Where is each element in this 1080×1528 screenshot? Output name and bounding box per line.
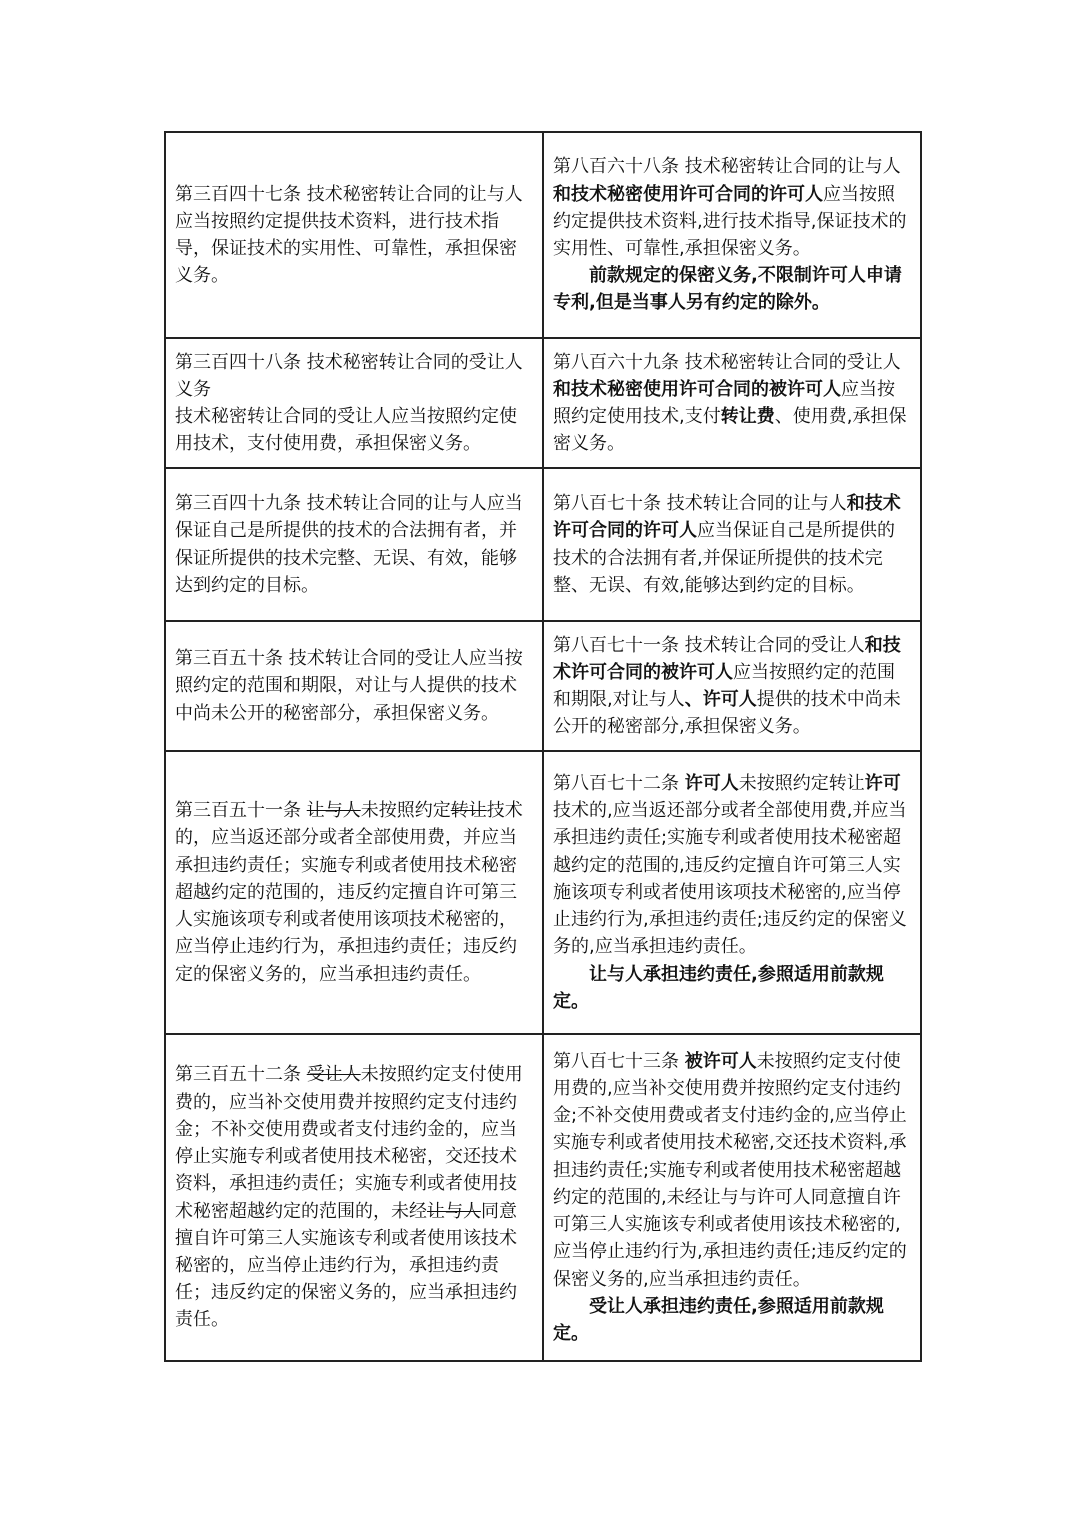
- deleted-text: 转让: [450, 800, 487, 822]
- article-paragraph: [175, 1061, 533, 1333]
- added-text: 受让人承担违约责任,参照适用前款规定。: [553, 1295, 884, 1344]
- comparison-row: [165, 338, 921, 468]
- article-paragraph: [553, 262, 911, 316]
- article-text: 同意擅自许可第三人实施该专利或者使用该技术秘密的，应当停止违约行为，承担违约责任；违反约定的保密义务的，应当承担违约责任。: [175, 1200, 517, 1331]
- comparison-row: [165, 132, 921, 338]
- article-text: 第三百四十八条 技术秘密转让合同的受让人义务: [175, 351, 523, 400]
- article-text: 第三百五十条 技术转让合同的受让人应当按照约定的范围和期限，对让与人提供的技术中尚未公开的秘密部分，承担保密义务。: [175, 648, 523, 724]
- article-text: 第八百七十二条: [553, 773, 685, 795]
- article-paragraph: [175, 645, 533, 727]
- added-text: 被许可人: [684, 1050, 757, 1072]
- comparison-row: [165, 1034, 921, 1361]
- added-text: 许可: [864, 773, 901, 795]
- new-article-cell: [543, 338, 921, 468]
- article-text: 第三百四十九条 技术转让合同的让与人应当保证自己是所提供的技术的合法拥有者，并保证所提供的技术完整、无误、有效，能够达到约定的目标。: [175, 493, 523, 596]
- new-article-cell: [543, 468, 921, 621]
- article-text: 第八百六十八条 技术秘密转让合同的让与人: [553, 156, 901, 178]
- article-text: 第三百五十一条: [175, 800, 307, 822]
- comparison-table-body: [165, 132, 921, 1361]
- added-text: 和技术许可合同的许可人: [553, 493, 901, 542]
- comparison-row: [165, 621, 921, 751]
- article-paragraph: [553, 349, 911, 458]
- article-paragraph: [175, 797, 533, 987]
- added-text: 和技术许可合同的被许可人: [553, 634, 901, 683]
- old-article-cell: [165, 468, 543, 621]
- added-text: 许可人: [684, 773, 739, 795]
- article-text: 技术的,应当返还部分或者全部使用费,并应当承担违约责任;实施专利或者使用技术秘密超越约定的范围的,违反约定擅自许可第三人实施该项专利或者使用该项技术秘密的,应当停止违约行为,承担违约责任;违反约定的保密义务的,应当承担违约责任。: [553, 800, 907, 958]
- article-text: 未按照约定支付使用费的，应当补交使用费并按照约定支付违约金；不补交使用费或者支付违约金的，应当停止实施专利或者使用技术秘密，交还技术资料，承担违约责任；实施专利或者使用技术秘密超越约定的范围的，未经: [175, 1064, 523, 1222]
- added-text: 和技术秘密使用许可合同的许可人: [553, 183, 823, 205]
- article-paragraph: [175, 349, 533, 403]
- new-article-cell: [543, 1034, 921, 1361]
- article-paragraph: [553, 770, 911, 960]
- article-paragraph: [553, 961, 911, 1015]
- article-paragraph: [553, 1293, 911, 1347]
- new-article-cell: [543, 621, 921, 751]
- old-article-cell: [165, 132, 543, 338]
- new-article-cell: [543, 132, 921, 338]
- article-text: 第八百七十一条 技术转让合同的受让人: [553, 634, 865, 656]
- article-text: 应当按照约定使用技术,支付: [553, 378, 895, 427]
- old-article-cell: [165, 751, 543, 1034]
- added-text: 和技术秘密使用许可合同的被许可人: [553, 378, 841, 400]
- article-text: 第八百七十三条: [553, 1050, 685, 1072]
- old-article-cell: [165, 621, 543, 751]
- article-paragraph: [553, 153, 911, 262]
- comparison-row: [165, 468, 921, 621]
- article-text: 第八百七十条 技术转让合同的让与人: [553, 493, 847, 515]
- new-article-cell: [543, 751, 921, 1034]
- law-comparison-table: [164, 131, 922, 1362]
- article-paragraph: [175, 403, 533, 457]
- deleted-text: 让与人: [306, 800, 361, 822]
- old-article-cell: [165, 338, 543, 468]
- article-text: 未按照约定转让: [738, 773, 865, 795]
- added-text: 、许可人: [684, 689, 757, 710]
- article-text: 未按照约定支付使用费的,应当补交使用费并按照约定支付违约金;不补交使用费或者支付违约金的,应当停止实施专利或者使用技术秘密,交还技术资料,承担违约责任;实施专利或者使用技术秘密超越约定的范围的,未经让与与许可人同意擅自许可第三人实施该专利或者使用该技术秘密的,应当停止违约行为,承担违约责任;违反约定的保密义务的,应当承担违约责任。: [553, 1050, 907, 1290]
- article-text: 提供的技术中尚未公开的秘密部分,承担保密义务。: [553, 689, 901, 738]
- deleted-text: 受让人: [306, 1064, 361, 1086]
- article-text: 应当按照约定提供技术资料,进行技术指导,保证技术的实用性、可靠性,承担保密义务。: [553, 183, 907, 259]
- article-text: 应当保证自己是所提供的技术的合法拥有者,并保证所提供的技术完整、无误、有效,能够达到约定的目标。: [553, 520, 895, 596]
- article-text: 、使用费,承担保密义务。: [553, 406, 907, 455]
- article-text: 技术的，应当返还部分或者全部使用费，并应当承担违约责任；实施专利或者使用技术秘密超越约定的范围的，违反约定擅自许可第三人实施该项专利或者使用该项技术秘密的，应当停止违约行为，承担违约责任；违反约定的保密义务的，应当承担违约责任。: [175, 800, 523, 985]
- article-text: 技术秘密转让合同的受让人应当按照约定使用技术，支付使用费，承担保密义务。: [175, 406, 517, 455]
- deleted-text: 让与人: [427, 1200, 481, 1222]
- added-text: 前款规定的保密义务,不限制许可人申请专利,但是当事人另有约定的除外。: [553, 265, 902, 314]
- comparison-row: [165, 751, 921, 1034]
- article-paragraph: [553, 1048, 911, 1293]
- article-text: 第三百四十七条 技术秘密转让合同的让与人应当按照约定提供技术资料，进行技术指导，保证技术的实用性、可靠性，承担保密义务。: [175, 183, 523, 287]
- added-text: 转让费: [720, 406, 775, 427]
- article-text: 第八百六十九条 技术秘密转让合同的受让人: [553, 351, 901, 373]
- article-paragraph: [175, 490, 533, 599]
- article-paragraph: [553, 490, 911, 599]
- article-text: 未按照约定: [360, 800, 451, 822]
- added-text: 让与人承担违约责任,参照适用前款规定。: [553, 963, 884, 1012]
- article-text: 应当按照约定的范围和期限,对让与人: [553, 661, 895, 710]
- article-paragraph: [175, 181, 533, 290]
- article-text: 第三百五十二条: [175, 1064, 307, 1086]
- old-article-cell: [165, 1034, 543, 1361]
- article-paragraph: [553, 632, 911, 741]
